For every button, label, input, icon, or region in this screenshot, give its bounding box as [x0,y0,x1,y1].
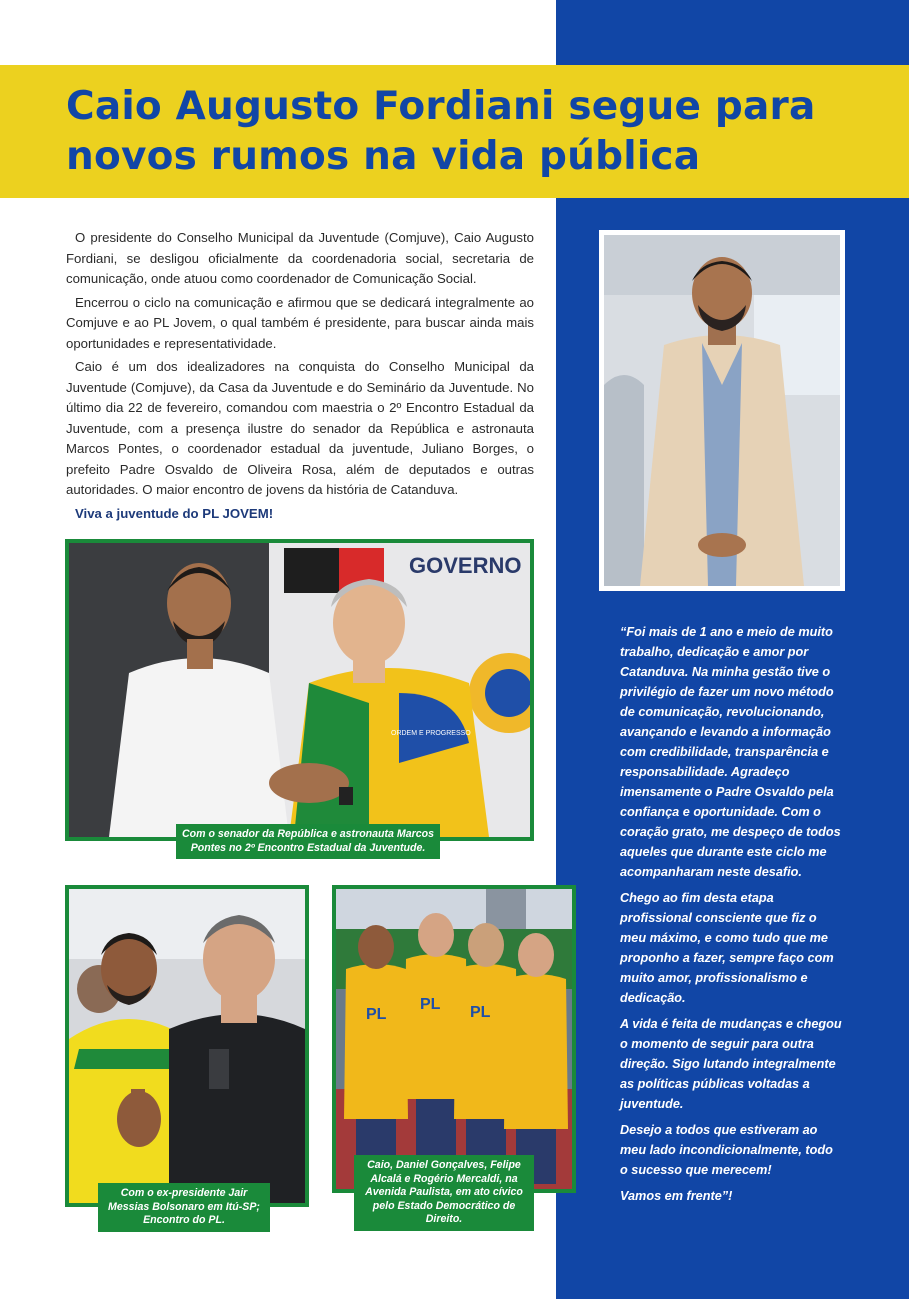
caption-senator: Com o senador da República e astronauta Marcos Pontes no 2º Encontro Estadual da Juventude. [176,824,440,859]
quote-paragraph-1: “Foi mais de 1 ano e meio de muito trabalho, dedicação e amor por Catanduva. Na minha gestão tive o privilégio de fazer um novo método de comunicação, revolucionando, avançando e levando a informação com credibilidade, transparência e responsabilidade. Agradeço imensamente o Padre Osvaldo pela confiança e oportunidade. Com o coração grato, me despeço de todos aqueles que durante este ciclo me acompanharam neste desafio. [620,625,841,879]
group-photo [332,885,576,1193]
article-closing: Viva a juventude do PL JOVEM! [75,505,274,521]
caption-ex-president: Com o ex-presidente Jair Messias Bolsonaro em Itú-SP; Encontro do PL. [98,1183,270,1232]
quote-paragraph-2: Chego ao fim desta etapa profissional consciente que fiz o meu máximo, e como tudo que me proponho a fazer, sempre faço com muito amor, profissionalismo e dedicação. [620,891,834,1005]
quote-paragraph-4: Desejo a todos que estiveram ao meu lado incondicionalmente, todo o sucesso que merecem! [620,1123,833,1177]
page-title: Caio Augusto Fordiani segue para novos rumos na vida pública [66,84,816,179]
ex-president-photo [65,885,309,1207]
portrait-photo [599,230,845,591]
pl-logo-shirt-3: PL [366,1006,387,1023]
pl-logo-shirt-2: PL [470,1004,491,1021]
pl-logo-shirt-1: PL [420,996,441,1013]
quote-paragraph-3: A vida é feita de mudanças e chegou o momento de seguir para outra direção. Sigo lutando integralmente as políticas públicas voltadas a juventude. [620,1017,842,1111]
quote-block [620,622,844,1212]
sign-text-governo: GOVERNO [409,553,522,578]
article-paragraph-1: O presidente do Conselho Municipal da Juventude (Comjuve), Caio Augusto Fordiani, se desligou oficialmente da coordenadoria social, secretaria de comunicação, onde atuou como coordenador de Comunicação Social. [66,230,534,286]
article-paragraph-3: Caio é um dos idealizadores na conquista do Conselho Municipal da Juventude (Comjuve), da Casa da Juventude e do Seminário da Juventude. No último dia 22 de fevereiro, comandou com maestria o 2º Encontro Estadual da Juventude, com a presença ilustre do senador da República e astronauta Marcos Pontes, o coordenador estadual da juventude, Juliano Borges, o prefeito Padre Osvaldo de Oliveira Rosa, além de deputados e outras autoridades. O maior encontro de jovens da história de Catanduva. [66,359,534,497]
article-body [66,228,534,527]
caption-group: Caio, Daniel Gonçalves, Felipe Alcalá e Rogério Mercaldi, na Avenida Paulista, em ato cívico pelo Estado Democrático de Direito. [354,1155,534,1231]
senator-photo [65,539,534,841]
shirt-badge-text: ORDEM E PROGRESSO [391,730,471,737]
quote-paragraph-5: Vamos em frente”! [620,1189,733,1203]
article-paragraph-2: Encerrou o ciclo na comunicação e afirmou que se dedicará integralmente ao Comjuve e ao PL Jovem, o qual também é presidente, para buscar ainda mais oportunidades e representatividade. [66,294,534,351]
